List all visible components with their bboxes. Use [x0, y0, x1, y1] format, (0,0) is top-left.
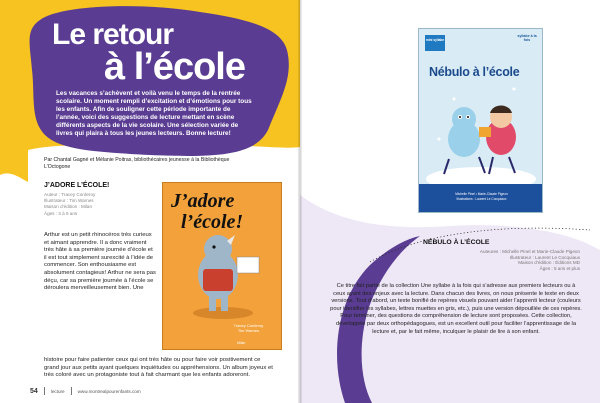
cover-title-line1: J’adore — [171, 190, 235, 212]
white-small-wave — [0, 173, 28, 403]
headline-line-1: Le retour — [52, 18, 174, 51]
cover-title: Nébulo à l’école — [429, 65, 520, 79]
cover-title-line2: l’école! — [181, 211, 244, 233]
cover-publisher: Milan — [237, 341, 246, 345]
byline: Par Chantal Gagné et Mélanie Poitras, bibliothécaires jeunesse à la Bibliothèque L’Octogone — [44, 157, 230, 170]
article-body-jadore-part1: Arthur est un petit rhinocéros très curieux et aimant apprendre. Il a donc vraiment très hâte à sa première journée d’école et il est tout simplement surexcité à l’idée de commencer. Son enthousiasme est absolument contagieux! Arthur ne sera pas déçu, car sa première journée à l’école se déroulera merveilleusement bien. Une — [44, 232, 156, 292]
right-page — [300, 0, 600, 403]
book-cover-nebulo-a-lecole[interactable] — [418, 28, 543, 213]
page-number: 54 — [30, 387, 38, 395]
footer-divider — [71, 387, 72, 395]
intro-paragraph: Les vacances s’achèvent et voilà venu le temps de la rentrée scolaire. Un moment rempli d’excitation et d’émotions pour tous les enfants. Afin de souligner cette période importante de l’année, voici des suggestions de lecture mettant en scène différents aspects de la vie scolaire. Une sélection variée de livres qui plaira à tous les jeunes lecteurs. Bonne lecture! — [56, 90, 252, 137]
book-cover-jadore-lecole[interactable] — [162, 182, 282, 350]
cover-band-text: Michelle Pinel • Marie-Claude Pigeon Illustrations : Laurent Le Cocquiaux — [455, 192, 508, 201]
cover-collection-logo: syllabe à la fois — [517, 34, 537, 42]
page-footer — [30, 387, 141, 395]
headline-line-2: à l’école — [104, 46, 245, 88]
article-body-jadore-part2: histoire pour faire patienter ceux qui ont très hâte ou pour faire voir positivement ce grand jour aux petits ayant quelques inquiétudes ou appréhensions. Un album joyeux et très coloré avec un protagoniste tout à fait charmant que les enfants adoreront. — [44, 357, 273, 379]
footer-section: lecture — [50, 388, 65, 394]
article-body-nebulo: Ce titre fait partie de la collection Une syllabe à la fois qui s’adresse aux premiers lecteurs ou à ceux ayant des enjeux avec la lecture. Dans chacun des livres, on nous présente le texte en deux versions. Tout d’abord, un texte bonifié de repères visuels pouvant aider l’apprenti lecteur (couleurs pour identifier les syllabes, lettres muettes en gris, etc.), puis une version dépouillée de ces repères. Pour terminer, des questions de compréhension de lecture sont proposées. Cette collection, développée par deux orthopédagogues, est un excellent outil pour faciliter l’apprentissage de la lecture et, par le fait même, inculquer le plaisir de lire à son enfant. — [330, 283, 582, 335]
footer-divider — [44, 387, 45, 395]
article-meta-jadore: Auteur : Tracey Corderoy Illustrateur : Tim Warnes Maison d’édition : Milan Âges : 3 à 5 ans — [44, 192, 96, 216]
footer-site-link[interactable]: www.montrealpourenfants.com — [77, 388, 141, 394]
article-meta-nebulo: Auteures : Michelle Pinel et Marie-Claude Pigeon Illustrateur : Laurent Le Cocquiaux Maison d’édition : Éditions MD Âges : 5 ans et plus — [479, 249, 580, 271]
cover-authors: Tracey Corderoy Tim Warnes — [233, 323, 264, 333]
page-gutter — [298, 0, 302, 403]
cover-series-badge: mini syllabe — [425, 35, 445, 51]
article-title-nebulo: NÉBULO À L’ÉCOLE — [423, 239, 490, 246]
article-title-jadore: J’ADORE L’ÉCOLE! — [44, 182, 110, 189]
